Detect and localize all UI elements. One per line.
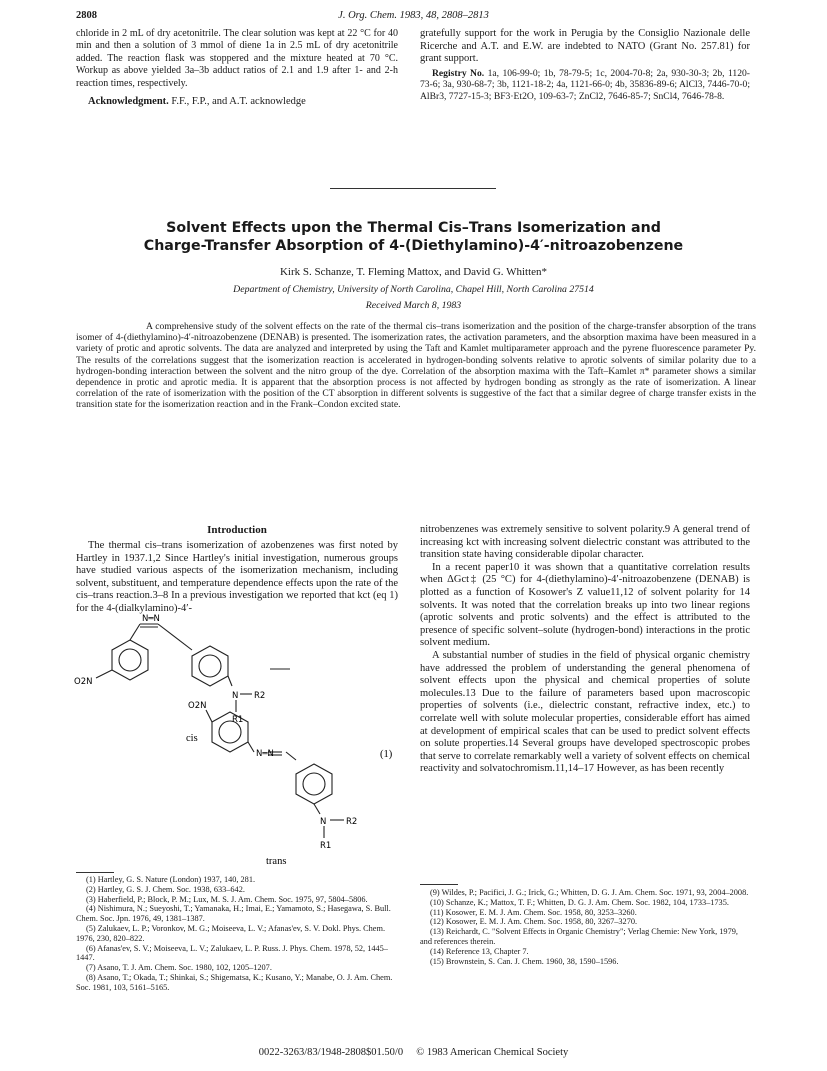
prev-article-left [76,28,398,108]
abstract [76,321,756,411]
footnote: (11) Kosower, E. M. J. Am. Chem. Soc. 1958, 80, 3253–3260. [430,907,637,917]
ack-text: F.F., F.P., and A.T. acknowledge [171,96,306,108]
journal-header: J. Org. Chem. 1983, 48, 2808–2813 [338,10,489,21]
cis-ring-right [192,646,228,686]
footnote: (1) Hartley, G. S. Nature (London) 1937, 140, 281. [86,875,256,884]
right-paragraph-3: A substantial number of studies in the field of physical organic chemistry have addressed the problem of understanding the general phenomena of solvent effects upon the physical and chemical properties of solute molecules.13 Due to the failure of parameters based upon macroscopic properties of solvents (i.e., dielectric constant, refractive index, etc.) to correlate well with solute molecular properties, considerable effort has aimed at development of empirical scales that can be used to predict solvent effects on solute properties.14 Several groups have developed spectroscopic probes that serve to correlate remarkably well a variety of solvent effects on chemical reactivity and solvatochromism.11,14–17 However, as has been recently [420,649,750,775]
footnotes-right [420,888,750,966]
page-footer [0,1047,827,1058]
footnote: (2) Hartley, G. S. J. Chem. Soc. 1938, 633–642. [86,884,245,894]
prev-article-left-text: chloride in 2 mL of dry acetonitrile. The clear solution was kept at 22 °C for 40 min and then a solution of 3 mmol of diene 1a in 2.5 mL of dry acetonitrile added. The reaction flask was stoppered and the mixture heated at 70 °C. Workup as above yielded 3a–3b adduct ratios of 2.1 and 1.9 after 1- and 2-h reaction times, respectively. [76,28,398,89]
article-title-line2: Charge-Transfer Absorption of 4-(Diethylamino)-4′-nitroazobenzene [143,238,684,254]
acknowledgment [76,96,398,108]
footnote: (14) Reference 13, Chapter 7. [430,946,529,956]
footer-code: 0022-3263/83/1948-2808$01.50/0 [258,1047,404,1058]
abstract-text: A comprehensive study of the solvent effects on the rate of the thermal cis–trans isomerization and the position of the charge-transfer absorption of the trans isomer of 4-(diethylamino)-4′-nitroazobenzene (DENAB) is presented. The isomerization rates, the activation parameters, and the absorption maxima have been measured in a variety of protic and aprotic solvents. The data are analyzed and interpreted by using the Taft and Kamlet multiparameter approach and the pyrene fluorescence parameter Py. The results of the correlations suggest that the isomerization reaction is accelerated in hydrogen-bonding solvents relative to aprotic solvents of similar polarity due to a hydrogen-bonding interaction between the solvent and the nitro group of the dye. Correlation of the absorption maxima with the Taft–Kamlet π* parameter shows a similar dependence in protic and aprotic media. It is apparent that the absorption process is not affected by hydrogen bonding as strongly as the rate of isomerization. A linear correlation of the rate of isomerization with the position of the CT absorption in different solvents is suggestive of the fact that a similar degree of charge transfer exists in the transition state for the isomerization reaction and in the Frank–Condon excited state. [76,321,756,411]
footnote: (12) Kosower, E. M. J. Am. Chem. Soc. 1958, 80, 3267–3270. [430,917,638,927]
footnote: (9) Wildes, P.; Pacifici, J. G.; Irick, G.; Whitten, D. G. J. Am. Chem. Soc. 1971, 93, 2004–2008. [430,888,749,897]
right-paragraph-1: nitrobenzenes was extremely sensitive to solvent polarity.9 A general trend of increasing kct with increasing solvent dielectric constant was attributed to the transition state having considerable dipolar character. [420,524,750,561]
trans-n: N [320,817,327,827]
trans-ring-bottom-aromatic [303,773,325,795]
footnote: (13) Reichardt, C. "Solvent Effects in Organic Chemistry"; Verlag Chemie: New York, 1979, and references therein. [420,927,738,946]
trans-r2: R2 [346,817,358,827]
footnote: (10) Schanze, K.; Mattox, T. F.; Whitten, D. G. J. Am. Chem. Soc. 1982, 104, 1733–1735. [430,897,729,907]
received-date: Received March 8, 1983 [365,300,462,311]
footnote: (3) Haberfield, P.; Block, P. M.; Lux, M. S. J. Am. Chem. Soc. 1975, 97, 5804–5806. [86,894,368,904]
trans-ring-bottom [296,764,332,804]
page-number: 2808 [76,10,97,21]
intro-right [420,524,750,776]
footnote: (7) Asano, T. J. Am. Chem. Soc. 1980, 102, 1205–1207. [86,963,272,973]
cis-r2: R2 [254,691,266,701]
trans-r1: R1 [320,841,332,851]
cis-azo: N═N [142,614,160,624]
registry-text: 1a, 106-99-0; 1b, 78-79-5; 1c, 2004-70-8; 2a, 930-30-3; 2b, 1120-73-6; 3a, 930-68-7; 3b, 1121-18-2; 4a, 1121-66-0; 4b, 35836-89-6; AlCl3, 7446-70-0; AlBr3, 7727-15-3; BF3·Et2O, 109-63-7; ZnCl2, 7646-85-7; SnCl4, 7646-78-8. [420,67,750,102]
cis-label: cis [186,733,198,744]
equation-number: (1) [380,749,393,760]
footnote: (15) Brownstein, S. Can. J. Chem. 1960, 38, 1590–1596. [430,956,619,966]
footer-copyright: © 1983 American Chemical Society [416,1047,569,1058]
article-separator [330,188,496,189]
trans-azo: N═N [256,749,274,759]
footnotes-left [76,875,398,993]
prev-article-right-text: gratefully support for the work in Perugia by the Consiglio Nazionale delle Ricerche and A.T. and E.W. are indebted to NATO (Grant No. 257.81) for grant support. [420,28,750,65]
right-paragraph-2: In a recent paper10 it was shown that a quantitative correlation results when ΔGct‡ (25 °C) for 4-(diethylamino)-4′-nitroazobenzene (DENAB) is plotted as a function of Kosower's Z value11,12 of solvent polarity for 14 solvents. It was noted that the correlation breaks up into two linear regions (aprotic solvents and protic solvents) and the effect is attributed to the presence of specific solvent–solute (hydrogen-bond) interactions in the protic solvent medium. [420,561,750,649]
ack-label: Acknowledgment. [88,96,169,108]
footnote: (6) Afanas'ev, S. V.; Moiseeva, L. V.; Zalukaev, L. P. Russ. J. Phys. Chem. 1978, 52, 1445–1447. [76,943,388,963]
cis-n: N [232,691,239,701]
trans-o2n: O2N [188,701,207,711]
isomerization-scheme [70,612,400,867]
prev-article-right [420,28,750,103]
authors: Kirk S. Schanze, T. Fleming Mattox, and David G. Whitten* [279,266,548,278]
cis-o2n: O2N [74,677,93,687]
intro-heading: Introduction [207,524,267,536]
intro-left-text: The thermal cis–trans isomerization of azobenzenes was first noted by Hartley in 1937.1,2 Since Hartley's initial investigation, numerous groups have studied various aspects of the isomerization mechanism, including solvent, substituent, and temperature dependence effects upon the rate of the cis–trans reaction.3–8 In a previous investigation we reported that kct (eq 1) for the 4-(dialkylamino)-4′- [76,540,398,614]
cis-ring-right-aromatic [199,655,221,677]
footnote: (8) Asano, T.; Okada, T.; Shinkai, S.; Shigematsa, K.; Kusano, Y.; Manabe, O. J. Am. Chem. Soc. 1981, 103, 5161–5165. [76,972,393,992]
footnote: (4) Nishimura, N.; Sueyoshi, T.; Yamanaka, H.; Imai, E.; Yamamoto, S.; Hasegawa, S. Bull. Chem. Soc. Jpn. 1976, 49, 1381–1387. [76,904,391,924]
cis-ring-left-aromatic [119,649,141,671]
intro-left [76,540,398,616]
article-title-line1: Solvent Effects upon the Thermal Cis–Trans Isomerization and [166,220,661,236]
footnote: (5) Zalukaev, L. P.; Voronkov, M. G.; Moiseeva, L. V.; Afanas'ev, S. V. Dokl. Phys. Chem. 1976, 230, 820–822. [76,923,386,943]
footnote-rule-left [76,872,114,873]
registry [420,68,750,103]
footnote-rule-right [420,884,458,885]
affiliation: Department of Chemistry, University of North Carolina, Chapel Hill, North Carolina 27514 [233,284,594,295]
registry-label: Registry No. [432,67,485,79]
trans-label: trans [266,856,287,867]
cis-r1: R1 [232,715,244,725]
cis-ring-left [112,640,148,680]
